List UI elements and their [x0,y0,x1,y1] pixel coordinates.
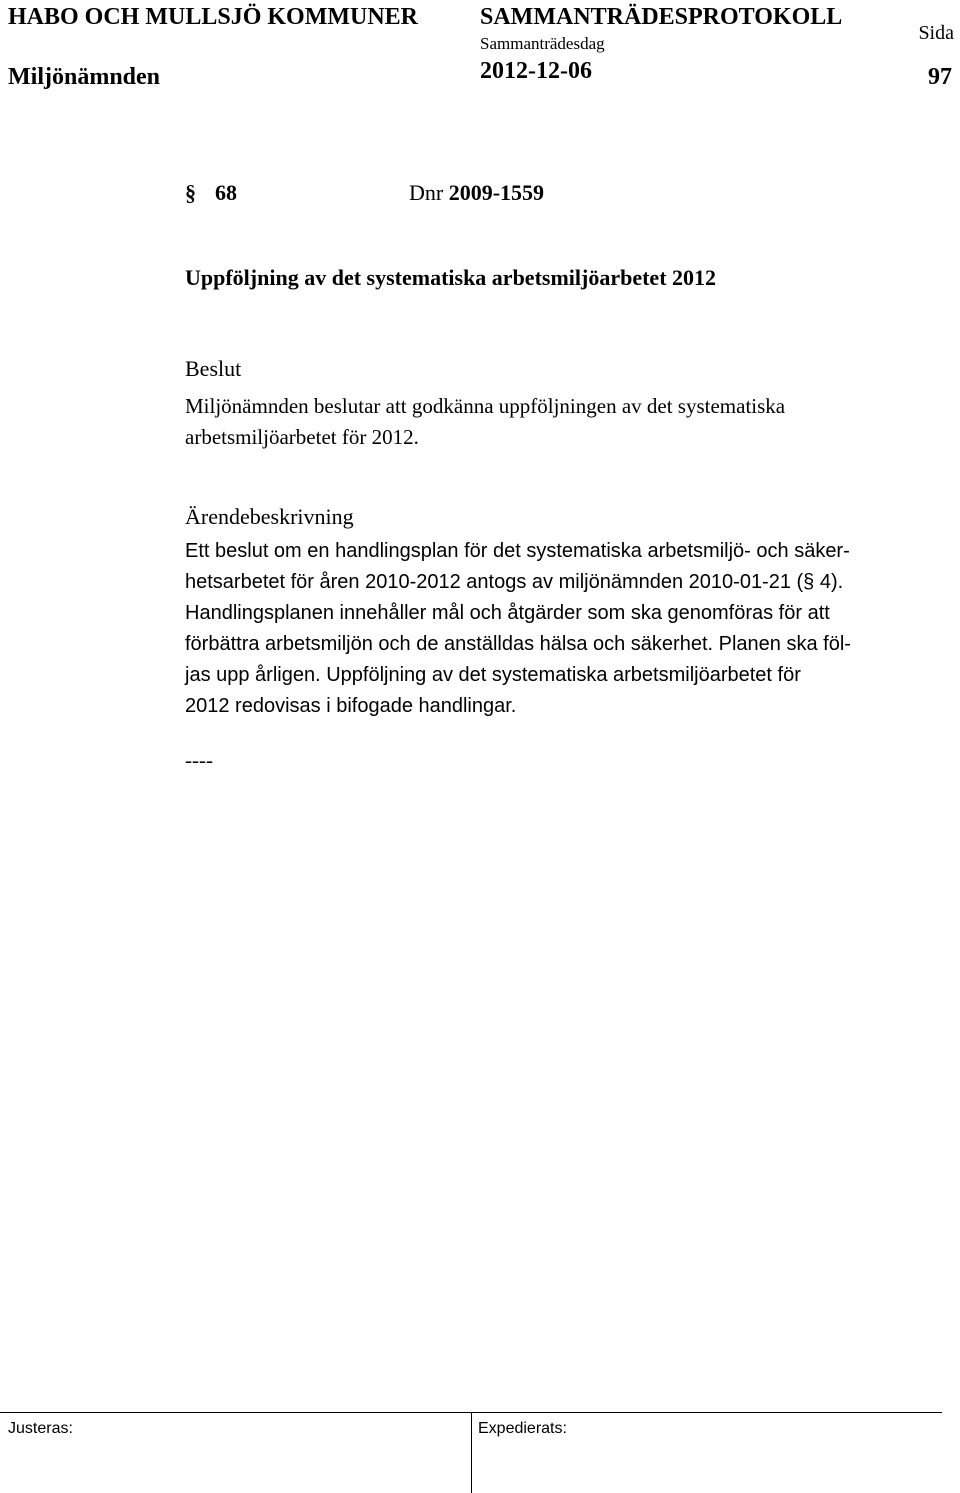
meeting-date-label: Sammanträdesdag [480,34,605,53]
decision-heading: Beslut [185,356,242,381]
description-heading: Ärendebeskrivning [185,504,354,529]
page-label: Sida [918,22,954,44]
item-number: 68 [215,180,237,205]
decision-line: Miljönämnden beslutar att godkänna uppföljningen av det systematiska [185,394,786,418]
justeras-label: Justeras: [8,1420,73,1437]
description-line: jas upp årligen. Uppföljning av det systematiska arbetsmiljöarbetet för [185,664,801,686]
description-line: Ett beslut om en handlingsplan för det systematiska arbetsmiljö- och säker- [185,540,850,562]
meeting-date: 2012-12-06 [480,58,592,84]
item-number-line [185,180,237,206]
committee-name: Miljönämnden [8,64,161,90]
paragraph-sign: § [185,180,196,205]
decision-text [185,391,785,453]
dnr-number: 2009-1559 [448,180,545,205]
page-number: 97 [928,64,952,90]
item-title: Uppföljning av det systematiska arbetsmiljöarbetet 2012 [185,265,717,290]
description-text [185,536,851,722]
description-line: Handlingsplanen innehåller mål och åtgärder som ska genomföras för att [185,602,830,624]
municipality-name: HABO OCH MULLSJÖ KOMMUNER [8,4,419,30]
decision-line: arbetsmiljöarbetet för 2012. [185,425,419,449]
description-line: förbättra arbetsmiljön och de anställdas hälsa och säkerhet. Planen ska föl- [185,633,851,655]
footer-divider [471,1412,472,1493]
separator: ---- [185,748,213,772]
expedierats-label: Expedierats: [478,1420,567,1437]
protocol-title: SAMMANTRÄDESPROTOKOLL [480,4,843,30]
description-line: 2012 redovisas i bifogade handlingar. [185,695,517,717]
dnr-line [409,180,544,206]
dnr-label: Dnr [409,180,444,205]
description-line: hetsarbetet för åren 2010-2012 antogs av miljönämnden 2010-01-21 (§ 4). [185,571,844,593]
